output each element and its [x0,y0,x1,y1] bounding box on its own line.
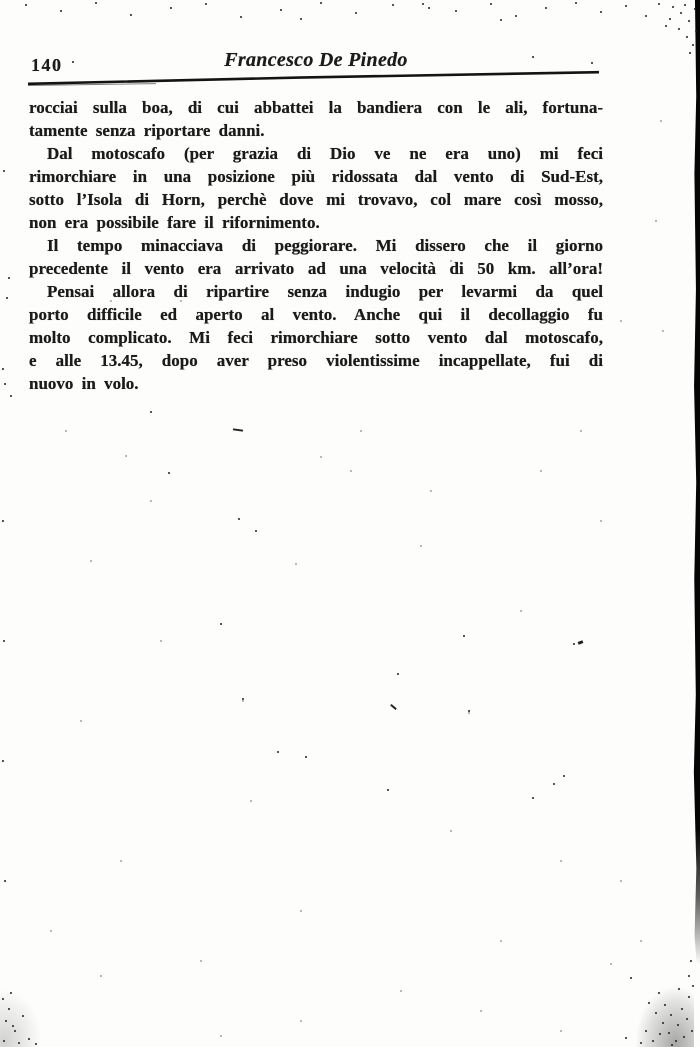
text-line: porto difficile ed aperto al vento. Anche qui il decollaggio fu [29,305,603,324]
text-line: Il tempo minacciava di peggiorare. Mi dissero che il giorno [47,236,603,255]
text-line: sotto l’Isola di Horn, perchè dove mi trovavo, col mare così mosso, [29,190,603,209]
body-text [29,96,603,395]
text-line: rimorchiare in una posizione più ridossata dal vento di Sud-Est, [29,167,603,186]
scan-noise-faint [0,0,2,2]
running-header-title: Francesco De Pinedo [224,49,408,71]
text-line: molto complicato. Mi feci rimorchiare sotto vento dal motoscafo, [29,328,603,347]
text-line: nuovo in volo. [29,374,139,393]
text-line: precedente il vento era arrivato ad una velocità di 50 km. all’ora! [29,259,603,278]
scan-mark [390,704,397,710]
scan-mark [578,640,584,645]
text-line: rocciai sulla boa, di cui abbattei la bandiera con le ali, fortuna- [29,98,603,117]
text-line: e alle 13.45, dopo aver preso violentissime incappellate, fui di [29,351,603,370]
text-line: tamente senza riportare danni. [29,121,265,140]
page-number: 140 [31,55,63,75]
text-line: non era possibile fare il rifornimento. [29,213,320,232]
scan-smudge-bottom-left [0,989,42,1047]
header-rule [26,69,606,89]
text-line: Pensai allora di ripartire senza indugio per levarmi da quel [47,282,603,301]
scan-mark [233,428,243,431]
text-line: Dal motoscafo (per grazia di Dio ve ne era uno) mi feci [47,144,603,163]
scan-smudge-bottom-right [636,987,694,1047]
scan-edge-strip [693,0,700,965]
